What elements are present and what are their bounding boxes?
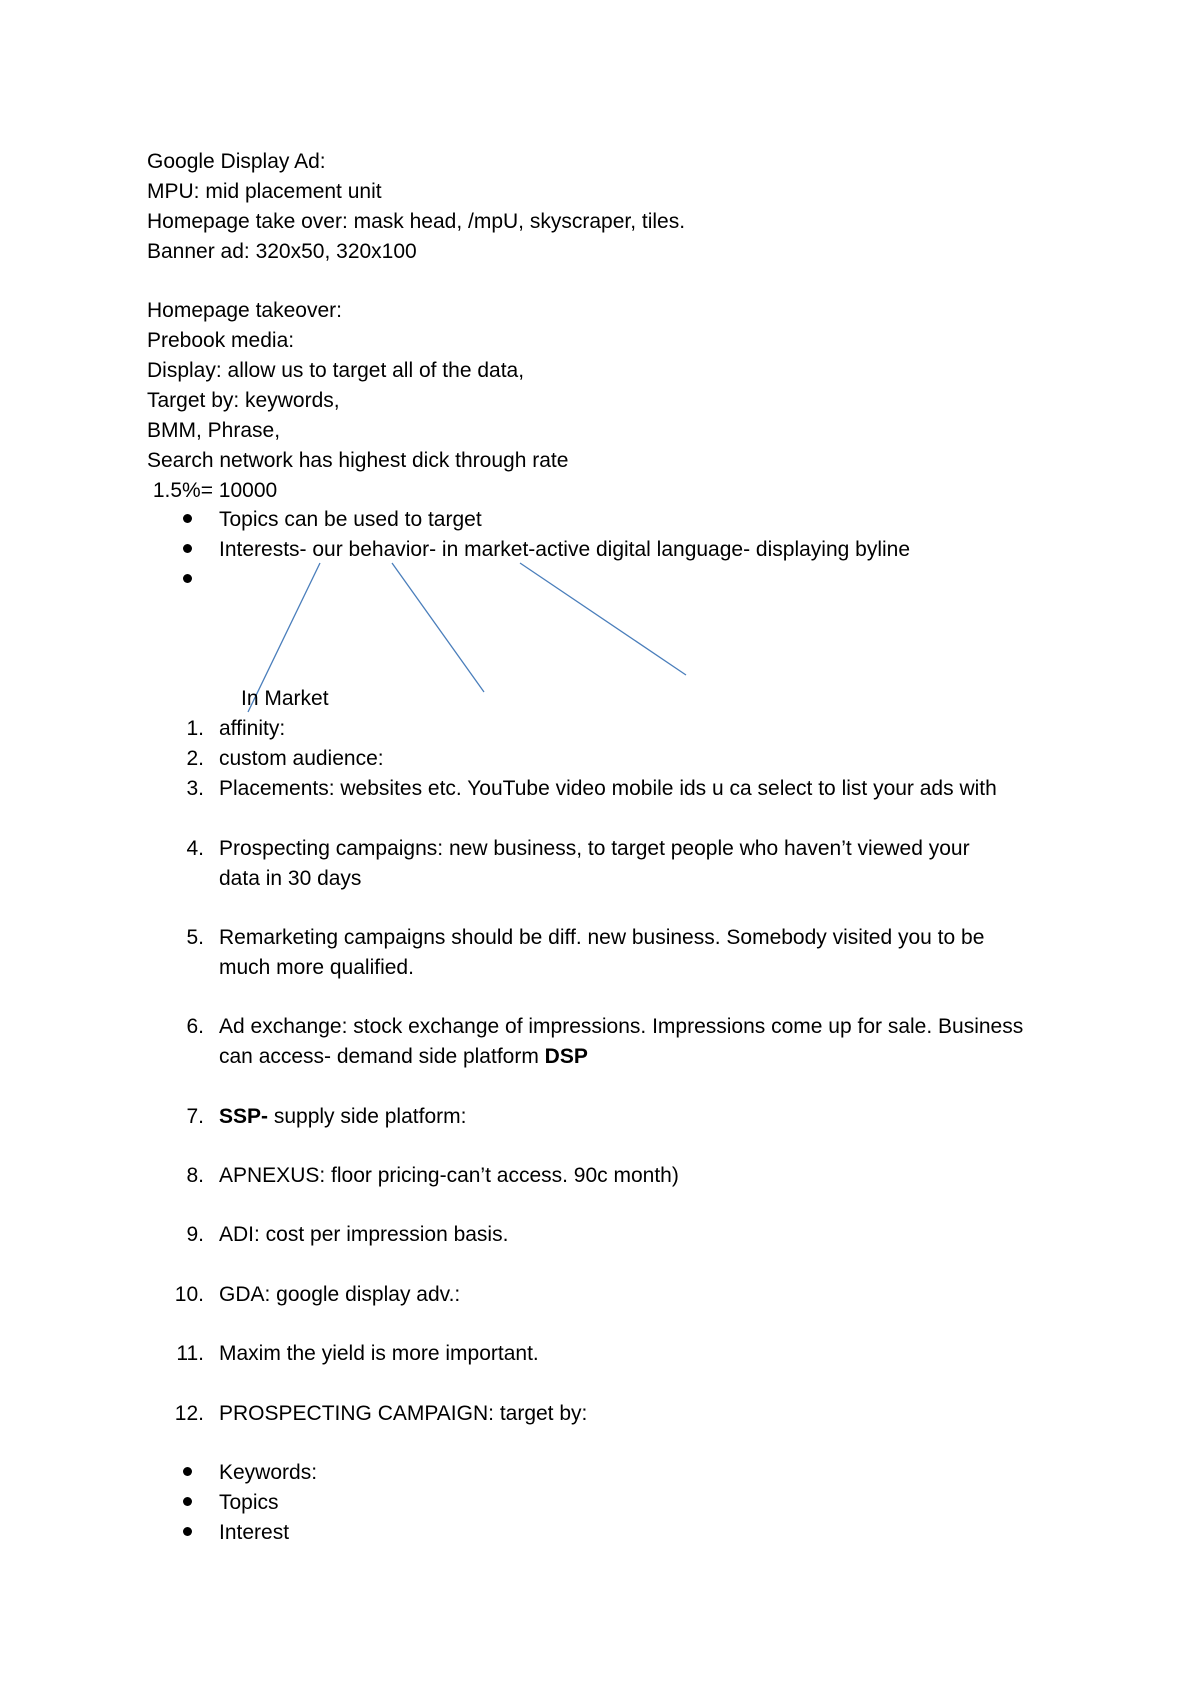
text-line: Homepage take over: mask head, /mpU, skyscraper, tiles. bbox=[147, 210, 686, 233]
list-number: 11. bbox=[176, 1342, 204, 1365]
list-item: ADI: cost per impression basis. bbox=[219, 1223, 509, 1246]
list-item: Placements: websites etc. YouTube video mobile ids u ca select to list your ads with bbox=[219, 777, 997, 800]
bold-term: SSP- bbox=[219, 1105, 269, 1128]
diagram-label: In Market bbox=[241, 687, 329, 710]
connector-line bbox=[392, 563, 484, 692]
list-item: Remarketing campaigns should be diff. new business. Somebody visited you to be bbox=[219, 926, 985, 949]
text-line: Banner ad: 320x50, 320x100 bbox=[147, 240, 417, 263]
list-item: APNEXUS: floor pricing-can’t access. 90c month) bbox=[219, 1164, 679, 1187]
list-number: 3. bbox=[186, 777, 204, 800]
text-line: Display: allow us to target all of the data, bbox=[147, 359, 525, 382]
list-item: Interests- our behavior- in market-active digital language- displaying byline bbox=[219, 538, 911, 561]
list-number: 2. bbox=[186, 747, 204, 770]
bullet-dot bbox=[183, 1467, 192, 1476]
list-number: 4. bbox=[186, 837, 204, 860]
bold-term: DSP bbox=[544, 1045, 588, 1068]
bullet-dot bbox=[183, 1527, 192, 1536]
list-item: affinity: bbox=[219, 717, 286, 740]
text-line: BMM, Phrase, bbox=[147, 419, 281, 442]
text-line: MPU: mid placement unit bbox=[147, 180, 382, 203]
connector-line bbox=[520, 563, 686, 675]
list-number: 8. bbox=[186, 1164, 204, 1187]
list-item-text: can access- demand side platform bbox=[219, 1045, 545, 1068]
list-item: Ad exchange: stock exchange of impressions. Impressions come up for sale. Business bbox=[219, 1015, 1024, 1038]
list-item: GDA: google display adv.: bbox=[219, 1283, 461, 1306]
doc-heading: Google Display Ad: bbox=[147, 150, 326, 173]
list-item: Topics bbox=[219, 1491, 279, 1514]
list-item: Prospecting campaigns: new business, to target people who haven’t viewed your bbox=[219, 837, 970, 860]
text-line: Homepage takeover: bbox=[147, 299, 342, 322]
text-line: Prebook media: bbox=[147, 329, 295, 352]
list-item-continuation: data in 30 days bbox=[219, 867, 362, 890]
list-number: 12. bbox=[174, 1402, 204, 1425]
list-item: Interest bbox=[219, 1521, 290, 1544]
list-item: PROSPECTING CAMPAIGN: target by: bbox=[219, 1402, 588, 1425]
list-number: 9. bbox=[186, 1223, 204, 1246]
list-item: custom audience: bbox=[219, 747, 384, 770]
list-item: Maxim the yield is more important. bbox=[219, 1342, 539, 1365]
list-item-continuation: much more qualified. bbox=[219, 956, 414, 979]
list-item-text: supply side platform: bbox=[268, 1105, 467, 1128]
list-item-continuation bbox=[219, 1042, 588, 1072]
list-item: Topics can be used to target bbox=[219, 508, 482, 531]
list-item: Keywords: bbox=[219, 1461, 318, 1484]
list-number: 5. bbox=[186, 926, 204, 949]
text-line: 1.5%= 10000 bbox=[147, 479, 278, 502]
list-item bbox=[219, 1102, 466, 1132]
list-number: 6. bbox=[186, 1015, 204, 1038]
bullet-dot bbox=[183, 1497, 192, 1506]
list-number: 10. bbox=[174, 1283, 204, 1306]
text-line: Target by: keywords, bbox=[147, 389, 340, 412]
list-number: 7. bbox=[186, 1105, 204, 1128]
list-number: 1. bbox=[186, 717, 204, 740]
text-line: Search network has highest dick through rate bbox=[147, 449, 569, 472]
